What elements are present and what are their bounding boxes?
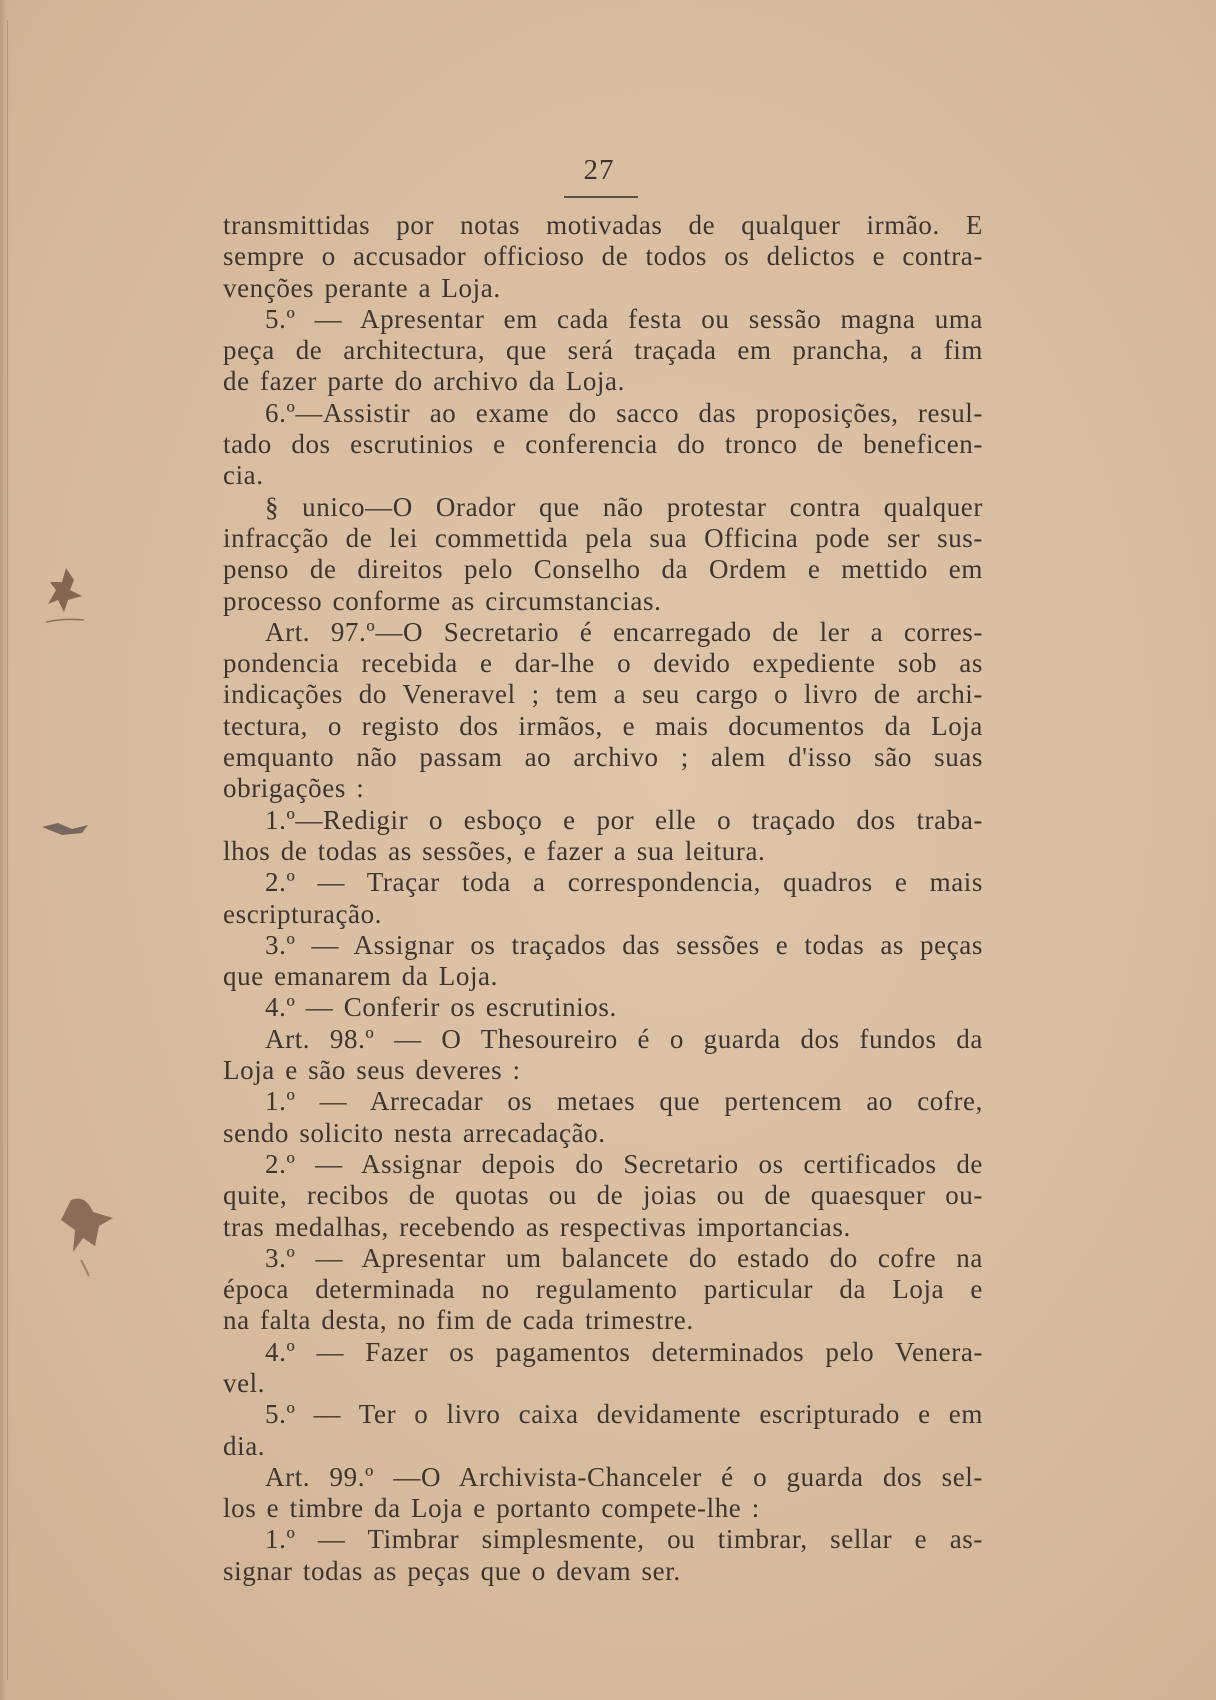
text-line: los e timbre da Loja e portanto compete-lhe : — [223, 1493, 760, 1524]
text-line: 1.º—Redigir o esboço e por elle o traçado dos traba- — [265, 804, 983, 835]
page-number: 27 — [583, 154, 615, 186]
text-line: 3.º — Assignar os traçados das sessões e todas as peças — [265, 929, 983, 960]
text-line: vel. — [223, 1367, 266, 1398]
text-line: 4.º — Fazer os pagamentos determinados pelo Venera- — [265, 1336, 983, 1367]
text-line: 5.º — Apresentar em cada festa ou sessão magna uma — [265, 303, 983, 334]
text-line: penso de direitos pelo Conselho da Ordem e mettido em — [223, 554, 983, 585]
text-line: 5.º — Ter o livro caixa devidamente escripturado e em — [265, 1399, 983, 1430]
text-line: tras medalhas, recebendo as respectivas importancias. — [223, 1211, 851, 1242]
text-line: 2.º — Assignar depois do Secretario os certificados de — [265, 1148, 983, 1179]
text-line: época determinada no regulamento particular da Loja e — [223, 1274, 983, 1305]
text-line: obrigações : — [223, 773, 365, 804]
text-line: que emanarem da Loja. — [223, 961, 498, 992]
binding-crease — [7, 20, 8, 1680]
text-line: tado dos escrutinios e conferencia do tronco de beneficen- — [223, 429, 983, 460]
text-line: § unico—O Orador que não protestar contra qualquer — [265, 491, 983, 522]
page-number-rule — [564, 196, 638, 198]
text-line: Art. 97.º—O Secretario é encarregado de ler a corres- — [265, 616, 983, 647]
text-line: escripturação. — [223, 898, 383, 929]
text-line: infracção de lei commettida pela sua Officina pode ser sus- — [223, 522, 983, 553]
text-line: dia. — [223, 1430, 266, 1461]
text-line: tectura, o registo dos irmãos, e mais documentos da Loja — [223, 710, 983, 741]
text-line: de fazer parte do archivo da Loja. — [223, 366, 625, 397]
text-line: 1.º — Timbrar simplesmente, ou timbrar, sellar e as- — [265, 1524, 983, 1555]
text-line: Art. 98.º — O Thesoureiro é o guarda dos fundos da — [265, 1023, 983, 1054]
text-line: indicações do Veneravel ; tem a seu cargo o livro de archi- — [223, 679, 983, 710]
text-line: 2.º — Traçar toda a correspondencia, quadros e mais — [265, 867, 983, 898]
binding-edge — [0, 0, 10, 1700]
text-line: 1.º — Arrecadar os metaes que pertencem ao cofre, — [265, 1086, 983, 1117]
text-line: lhos de todas as sessões, e fazer a sua leitura. — [223, 835, 766, 866]
text-line: peça de architectura, que será traçada em prancha, a fim — [223, 335, 983, 366]
text-line: pondencia recebida e dar-lhe o devido expediente sob as — [223, 648, 983, 679]
text-line: transmittidas por notas motivadas de qualquer irmão. E — [223, 210, 983, 240]
text-line: quite, recibos de quotas ou de joias ou de quaesquer ou- — [223, 1180, 983, 1211]
text-line: sempre o accusador officioso de todos os delictos e contra- — [223, 241, 983, 272]
margin-stain-mark — [44, 560, 104, 630]
text-line: signar todas as peças que o devam ser. — [223, 1555, 681, 1586]
margin-stain-mark — [55, 1190, 135, 1280]
text-line: cia. — [223, 460, 264, 491]
text-line: emquanto não passam ao archivo ; alem d'isso são suas — [223, 742, 983, 773]
text-line: Loja e são seus deveres : — [223, 1055, 521, 1086]
text-line: na falta desta, no fim de cada trimestre. — [223, 1305, 694, 1336]
text-line: Art. 99.º —O Archivista-Chanceler é o guarda dos sel- — [265, 1461, 983, 1492]
text-line: venções perante a Loja. — [223, 272, 501, 303]
text-line: 4.º — Conferir os escrutinios. — [265, 992, 617, 1023]
body-text — [223, 210, 983, 1587]
text-line: 6.º—Assistir ao exame do sacco das proposições, resul- — [265, 397, 983, 428]
text-line: 3.º — Apresentar um balancete do estado do cofre na — [265, 1242, 983, 1273]
text-line: sendo solicito nesta arrecadação. — [223, 1117, 606, 1148]
margin-stain-mark — [38, 815, 98, 845]
text-line: processo conforme as circumstancias. — [223, 585, 662, 616]
